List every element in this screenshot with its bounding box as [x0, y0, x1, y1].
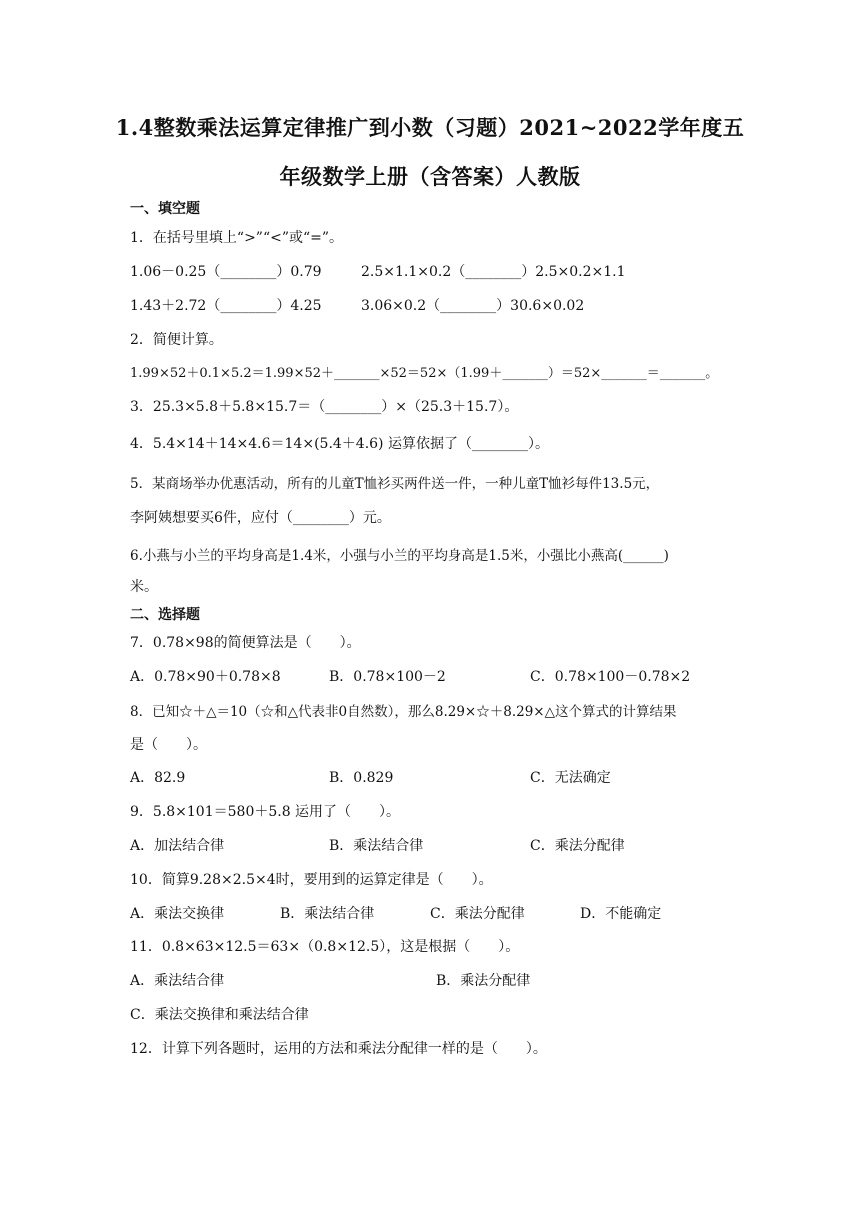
question-1-item-1: 1.06－0.25（________）0.79 — [130, 264, 322, 280]
question-6-line-1: 6.小燕与小兰的平均身高是1.4米，小强与小兰的平均身高是1.5米，小强比小燕高(______) — [130, 548, 669, 564]
question-12-stem: 12．计算下列各题时，运用的方法和乘法分配律一样的是（ ）。 — [130, 1041, 547, 1057]
question-2-stem: 2．简便计算。 — [130, 332, 223, 348]
question-8-line-1: 8．已知☆＋△＝10（☆和△代表非0自然数），那么8.29×☆＋8.29×△这个算式的计算结果 — [130, 704, 677, 720]
question-7-option-a: A．0.78×90＋0.78×8 — [130, 669, 281, 685]
question-5-line-2: 李阿姨想要买6件，应付（________）元。 — [130, 510, 391, 526]
question-8-option-b: B．0.829 — [329, 770, 394, 786]
question-9-option-b: B．乘法结合律 — [329, 838, 424, 854]
question-1-item-4: 3.06×0.2（________）30.6×0.02 — [361, 298, 585, 314]
question-3: 3．25.3×5.8＋5.8×15.7＝（________）×（25.3＋15.7）。 — [130, 399, 519, 415]
question-9-stem: 9．5.8×101＝580＋5.8 运用了（ ）。 — [130, 804, 401, 820]
question-8-option-a: A．82.9 — [130, 770, 186, 786]
question-11-option-a: A．乘法结合律 — [130, 973, 225, 989]
question-8-option-c: C．无法确定 — [530, 770, 611, 786]
question-10-stem: 10．简算9.28×2.5×4时，要用到的运算定律是（ ）。 — [130, 872, 493, 888]
question-7-option-b: B．0.78×100－2 — [329, 669, 446, 685]
question-1-item-3: 1.43＋2.72（________）4.25 — [130, 298, 322, 314]
question-11-option-b: B．乘法分配律 — [436, 973, 531, 989]
question-10-option-c: C．乘法分配律 — [430, 906, 525, 922]
page-title-line-2: 年级数学上册（含答案）人教版 — [279, 164, 581, 189]
section-heading-multiple-choice: 二、选择题 — [130, 607, 200, 623]
question-5-line-1: 5．某商场举办优惠活动，所有的儿童T恤衫买两件送一件，一种儿童T恤衫每件13.5元， — [130, 476, 660, 492]
question-10-option-a: A．乘法交换律 — [130, 906, 225, 922]
page-title-line-1: 1.4整数乘法运算定律推广到小数（习题）2021~2022学年度五 — [115, 115, 745, 140]
question-1-stem: 1．在括号里填上“>”“<”或“=”。 — [130, 230, 344, 246]
question-4: 4．5.4×14＋14×4.6＝14×(5.4＋4.6) 运算依据了（________）。 — [130, 436, 549, 452]
question-1-item-2: 2.5×1.1×0.2（________）2.5×0.2×1.1 — [361, 264, 626, 280]
question-6-line-2: 米。 — [130, 579, 158, 595]
question-7-stem: 7．0.78×98的简便算法是（ ）。 — [130, 635, 361, 651]
question-9-option-a: A．加法结合律 — [130, 838, 225, 854]
question-11-stem: 11．0.8×63×12.5＝63×（0.8×12.5），这是根据（ ）。 — [130, 939, 520, 955]
question-2-expression: 1.99×52＋0.1×5.2＝1.99×52＋_______×52＝52×（1.99＋_______）＝52×_______＝_______。 — [130, 366, 719, 381]
question-10-option-d: D．不能确定 — [580, 906, 662, 922]
question-8-line-2: 是（ ）。 — [130, 737, 207, 753]
section-heading-fill-blank: 一、填空题 — [130, 201, 200, 217]
question-9-option-c: C．乘法分配律 — [530, 838, 625, 854]
question-7-option-c: C．0.78×100－0.78×2 — [530, 669, 691, 685]
question-11-option-c: C．乘法交换律和乘法结合律 — [130, 1007, 309, 1023]
question-10-option-b: B．乘法结合律 — [280, 906, 375, 922]
